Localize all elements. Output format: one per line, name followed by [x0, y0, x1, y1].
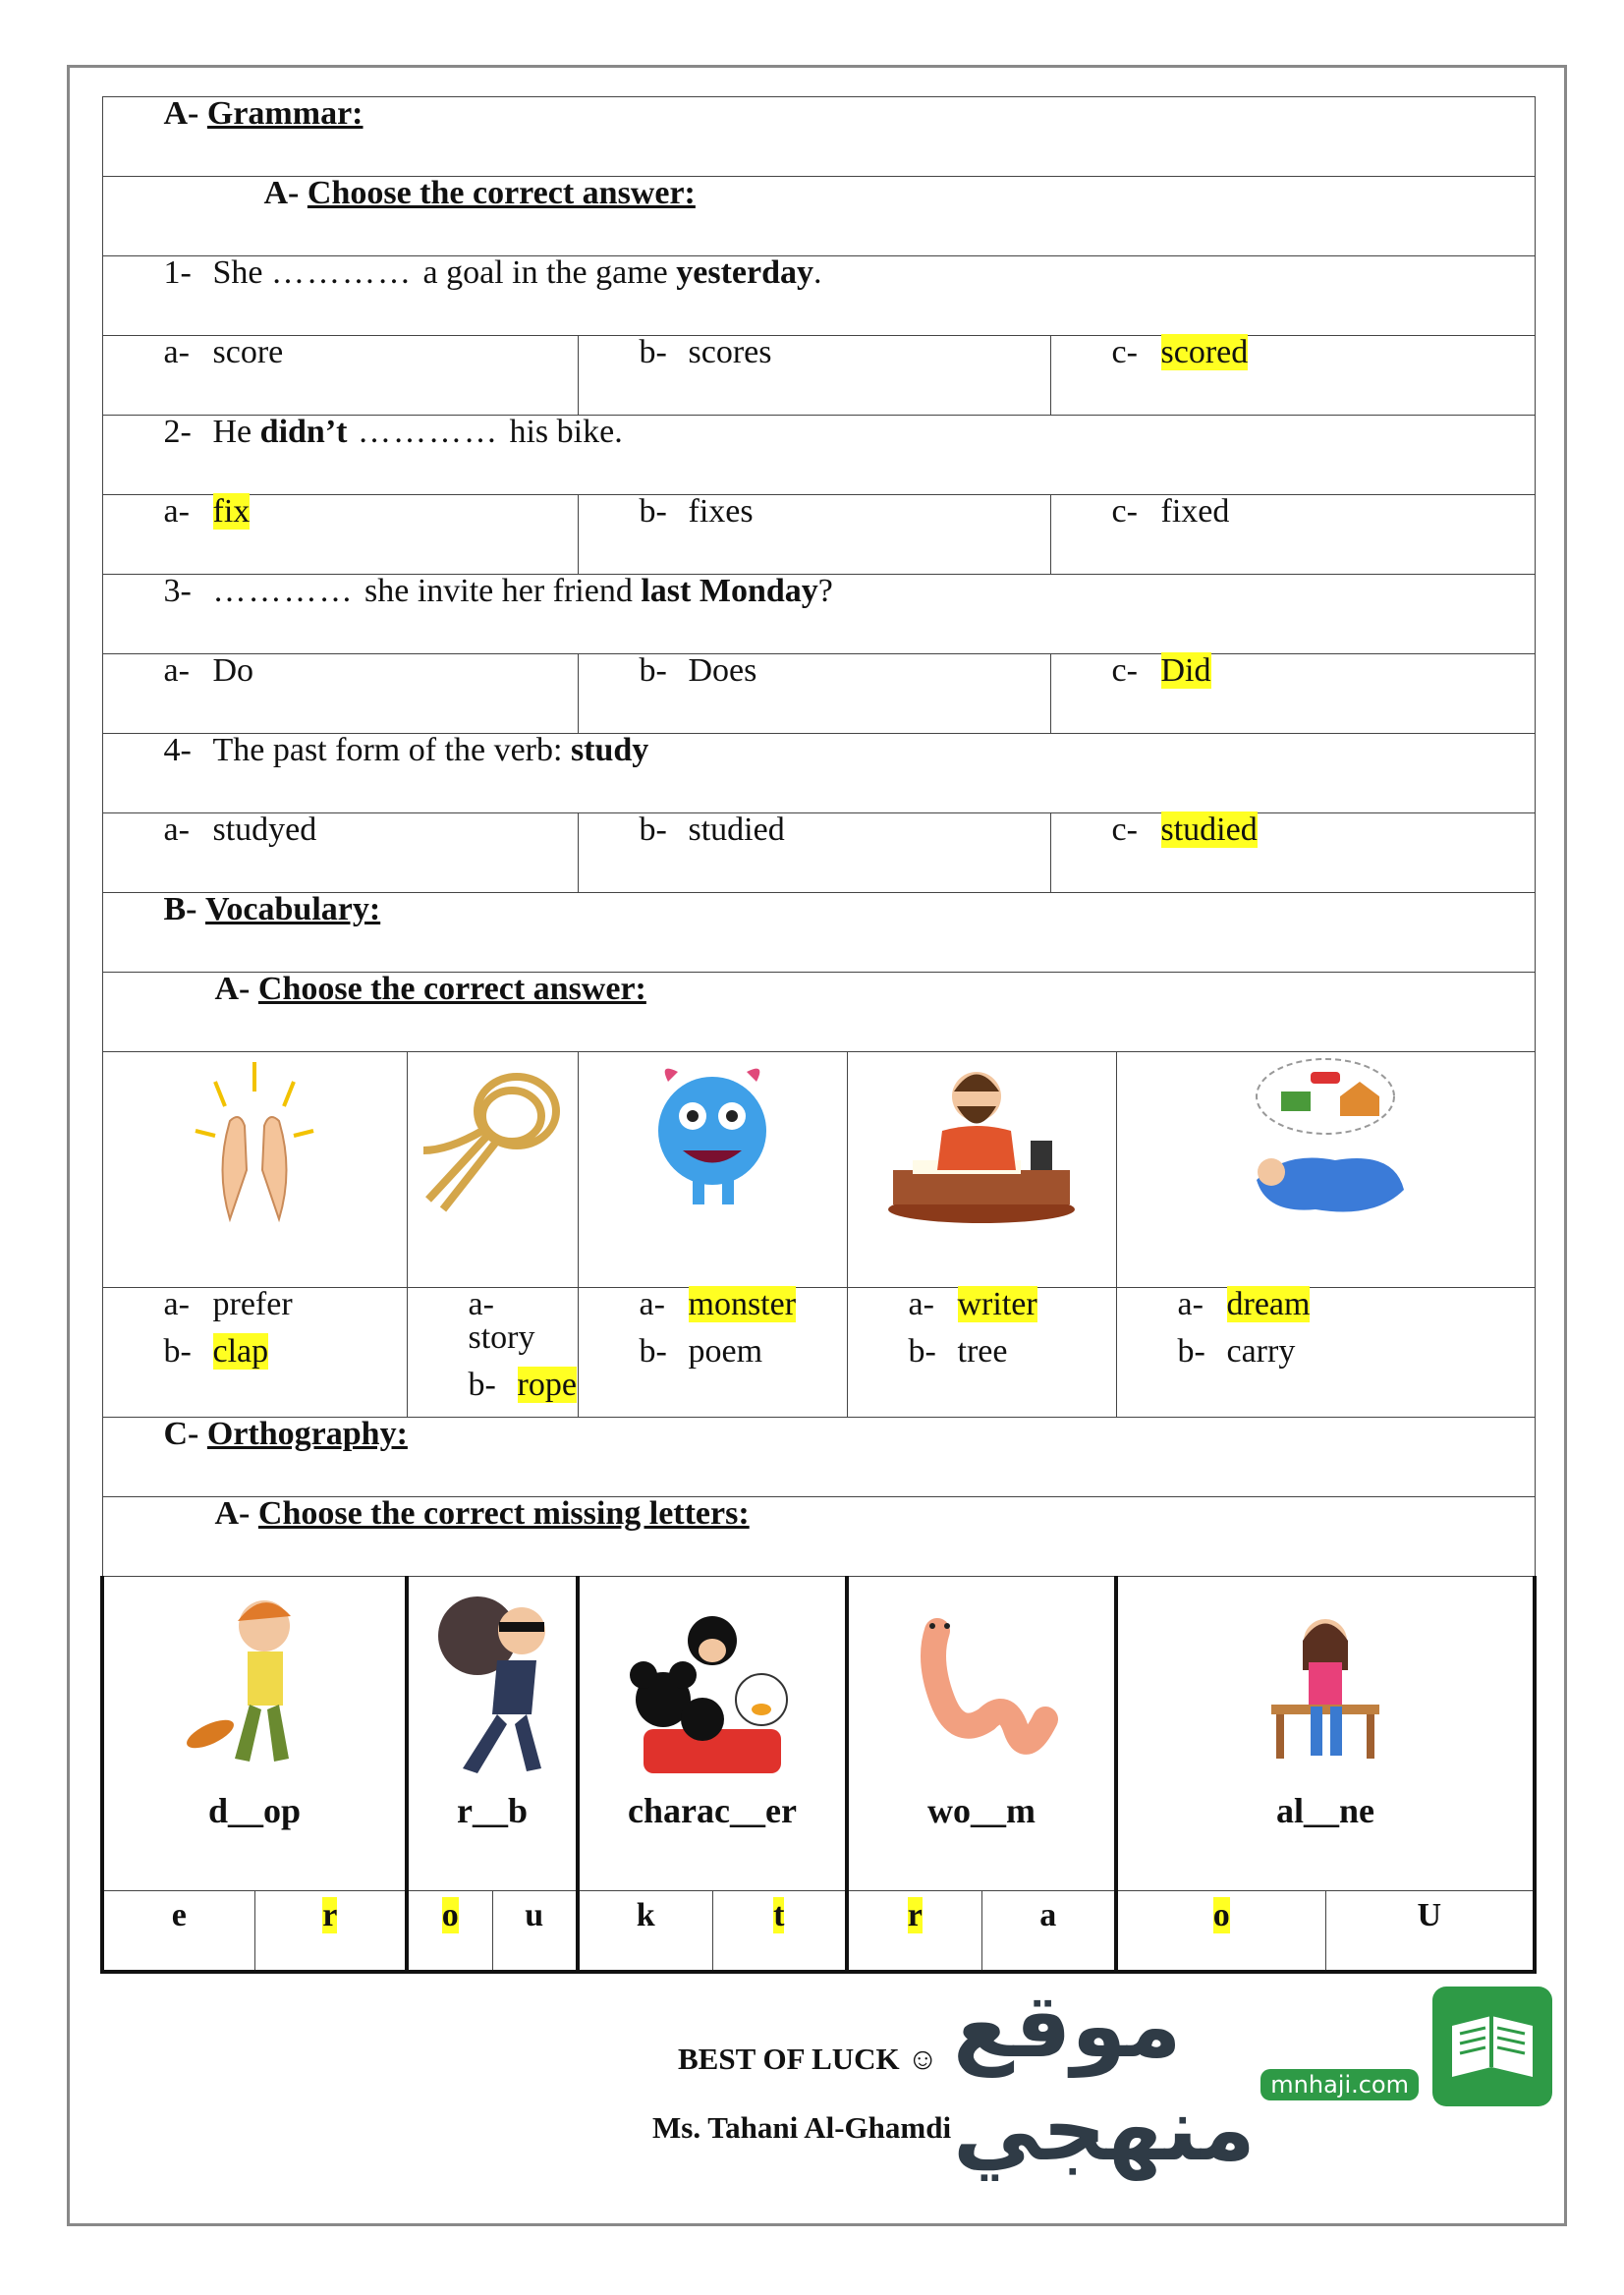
vocab-options [1116, 1288, 1535, 1418]
ortho-picture [578, 1577, 847, 1891]
question-text-part: yesterday [676, 254, 813, 291]
ortho-word: wo__m [927, 1791, 1036, 1830]
ortho-word: al__ne [1275, 1791, 1374, 1830]
option-value: scores [688, 334, 772, 370]
question-text-part: ………… [271, 254, 423, 291]
watermark-logo [953, 1975, 1552, 2181]
vocab-option-b[interactable] [164, 1335, 407, 1369]
question-text-part: The past form of the verb: [212, 732, 571, 768]
vocabulary-instruction-text: Choose the correct answer: [257, 971, 646, 1007]
letter-value: o [441, 1897, 459, 1933]
question-number: 4- [163, 732, 192, 768]
rope-icon [409, 1191, 576, 1227]
letter-option[interactable] [982, 1891, 1115, 1970]
letter-option[interactable] [104, 1891, 255, 1970]
letter-choices [847, 1891, 1116, 1973]
ortho-picture [407, 1577, 578, 1891]
vocabulary-instruction-label: A- [214, 971, 251, 1007]
option-letter: c- [1111, 493, 1138, 530]
letter-option[interactable] [713, 1891, 846, 1970]
option-scored[interactable] [1050, 336, 1535, 416]
question-number: 3- [163, 573, 192, 609]
vocab-option-a[interactable] [469, 1288, 578, 1355]
ortho-picture [102, 1577, 407, 1891]
orthography-instruction [102, 1497, 1535, 1577]
orthography-heading-text: Orthography: [206, 1416, 408, 1452]
vocab-option-a[interactable] [640, 1288, 847, 1321]
option-letter: a- [163, 1286, 190, 1322]
question-text-part: didn’t [259, 414, 348, 450]
vocab-picture [1116, 1052, 1535, 1288]
option-score[interactable] [102, 336, 578, 416]
option-value: studyed [212, 812, 317, 848]
teacher-name: Ms. Tahani Al-Ghamdi [652, 2110, 952, 2145]
orthography-heading [102, 1418, 1535, 1497]
writer-icon [883, 1201, 1080, 1237]
option-value: clap [212, 1333, 269, 1370]
worksheet-table [100, 96, 1537, 1974]
letter-value: t [773, 1897, 785, 1933]
option-value: studied [688, 812, 785, 848]
question-text-part: study [570, 732, 649, 768]
letter-option[interactable] [1118, 1891, 1326, 1970]
option-letter: b- [468, 1367, 496, 1403]
grammar-heading-label: A- [163, 95, 199, 132]
question-3 [102, 575, 1535, 654]
option-letter: b- [639, 652, 667, 689]
grammar-instruction-text: Choose the correct answer: [307, 175, 696, 211]
option-value: score [212, 334, 284, 370]
vocab-option-b[interactable] [469, 1369, 578, 1402]
option-letter: b- [639, 1333, 667, 1370]
vocab-option-b[interactable] [909, 1335, 1116, 1369]
letter-option[interactable] [409, 1891, 493, 1970]
option-letter: a- [163, 652, 190, 689]
option-letter: a- [1177, 1286, 1204, 1322]
option-letter: a- [163, 334, 190, 370]
option-value: dream [1226, 1286, 1311, 1322]
option-letter: a- [468, 1286, 494, 1322]
watermark-name: موقع منهجي [953, 1975, 1256, 2181]
option-fix[interactable] [102, 495, 578, 575]
letter-value: a [1039, 1897, 1057, 1933]
option-value: fix [212, 493, 251, 530]
letter-option[interactable] [580, 1891, 713, 1970]
option-studied[interactable] [578, 813, 1050, 893]
option-letter: b- [908, 1333, 936, 1370]
vocab-options [407, 1288, 578, 1418]
option-value: carry [1226, 1333, 1296, 1370]
vocab-option-a[interactable] [164, 1288, 407, 1321]
vocab-option-b[interactable] [640, 1335, 847, 1369]
option-letter: c- [1111, 334, 1138, 370]
option-letter: b- [639, 493, 667, 530]
option-letter: b- [639, 334, 667, 370]
vocab-options [578, 1288, 847, 1418]
letter-option[interactable] [1326, 1891, 1534, 1970]
ortho-picture [1116, 1577, 1535, 1891]
option-value: Do [212, 652, 254, 689]
option-fixed[interactable] [1050, 495, 1535, 575]
question-text-part: his bike. [509, 414, 623, 450]
option-Do[interactable] [102, 654, 578, 734]
question-text-part: ? [817, 573, 833, 609]
dropping-plate-boy-icon [104, 1577, 405, 1793]
vocabulary-heading-text: Vocabulary: [205, 891, 381, 927]
option-value: fixes [688, 493, 754, 530]
option-letter: a- [908, 1286, 934, 1322]
best-of-luck: BEST OF LUCK ☺ [678, 2042, 939, 2076]
letter-value: k [636, 1897, 655, 1933]
option-value: monster [688, 1286, 797, 1322]
option-letter: b- [163, 1333, 192, 1370]
vocab-picture [102, 1052, 407, 1288]
option-value: studied [1160, 812, 1258, 848]
letter-choices [1116, 1891, 1535, 1973]
question-number: 1- [163, 254, 192, 291]
option-letter: c- [1111, 652, 1138, 689]
cartoon-characters-icon [580, 1577, 845, 1793]
letter-option[interactable] [849, 1891, 982, 1970]
vocab-picture [407, 1052, 578, 1288]
option-fixes[interactable] [578, 495, 1050, 575]
option-value: poem [688, 1333, 763, 1370]
grammar-heading [102, 97, 1535, 177]
question-text-part: ………… [212, 573, 364, 609]
question-text-part: ………… [347, 414, 510, 450]
vocab-picture [578, 1052, 847, 1288]
vocab-options [102, 1288, 407, 1418]
vocab-option-b[interactable] [1178, 1335, 1535, 1369]
option-value: tree [957, 1333, 1008, 1370]
vocab-options [847, 1288, 1116, 1418]
option-studyed[interactable] [102, 813, 578, 893]
option-Does[interactable] [578, 654, 1050, 734]
book-icon [1432, 1987, 1552, 2106]
ortho-picture [847, 1577, 1116, 1891]
grammar-heading-text: Grammar: [206, 95, 364, 132]
watermark-url: mnhaji.com [1260, 2069, 1419, 2100]
letter-value: U [1417, 1897, 1442, 1933]
letter-value: e [171, 1897, 187, 1933]
letter-value: u [525, 1897, 544, 1933]
orthography-instruction-text: Choose the correct missing letters: [257, 1495, 750, 1532]
ortho-word: d__op [207, 1791, 302, 1830]
alone-girl-icon [1118, 1577, 1533, 1793]
letter-value: o [1212, 1897, 1230, 1933]
option-studied[interactable] [1050, 813, 1535, 893]
option-value: fixed [1160, 493, 1230, 530]
grammar-instruction [102, 177, 1535, 256]
vocabulary-instruction [102, 973, 1535, 1052]
ortho-word: charac__er [628, 1791, 797, 1830]
vocabulary-heading-label: B- [163, 891, 197, 927]
option-letter: b- [639, 812, 667, 848]
option-value: story [468, 1319, 535, 1356]
option-letter: a- [163, 493, 190, 530]
question-number: 2- [163, 414, 192, 450]
orthography-heading-label: C- [163, 1416, 199, 1452]
grammar-instruction-label: A- [263, 175, 300, 211]
letter-value: r [322, 1897, 338, 1933]
question-text-part: she invite her friend [364, 573, 642, 609]
letter-choices [102, 1891, 407, 1973]
option-letter: b- [1177, 1333, 1205, 1370]
orthography-instruction-label: A- [214, 1495, 251, 1532]
vocabulary-heading [102, 893, 1535, 973]
question-1 [102, 256, 1535, 336]
question-text-part: She [212, 254, 271, 291]
question-4 [102, 734, 1535, 813]
option-value: rope [517, 1367, 577, 1403]
dream-icon [1227, 1201, 1424, 1237]
vocab-picture [847, 1052, 1116, 1288]
question-text-part: . [813, 254, 822, 291]
option-value: Does [688, 652, 757, 689]
vocab-option-a[interactable] [1178, 1288, 1535, 1321]
robber-icon [409, 1577, 576, 1793]
clapping-hands-icon [186, 1201, 323, 1237]
option-letter: a- [639, 1286, 665, 1322]
vocab-option-a[interactable] [909, 1288, 1116, 1321]
letter-option[interactable] [493, 1891, 577, 1970]
option-letter: a- [163, 812, 190, 848]
option-value: scored [1160, 334, 1249, 370]
option-letter: c- [1111, 812, 1138, 848]
question-text-part: a goal in the game [422, 254, 677, 291]
ortho-word: r__b [457, 1791, 528, 1830]
question-2 [102, 416, 1535, 495]
letter-choices [578, 1891, 847, 1973]
option-value: writer [957, 1286, 1037, 1322]
option-value: Did [1160, 652, 1211, 689]
letter-value: r [907, 1897, 923, 1933]
monster-icon [629, 1191, 796, 1227]
option-Did[interactable] [1050, 654, 1535, 734]
question-text-part: He [212, 414, 260, 450]
letter-option[interactable] [255, 1891, 406, 1970]
question-text-part: last Monday [641, 573, 818, 609]
option-value: prefer [212, 1286, 293, 1322]
letter-choices [407, 1891, 578, 1973]
worm-icon [849, 1577, 1114, 1793]
option-scores[interactable] [578, 336, 1050, 416]
